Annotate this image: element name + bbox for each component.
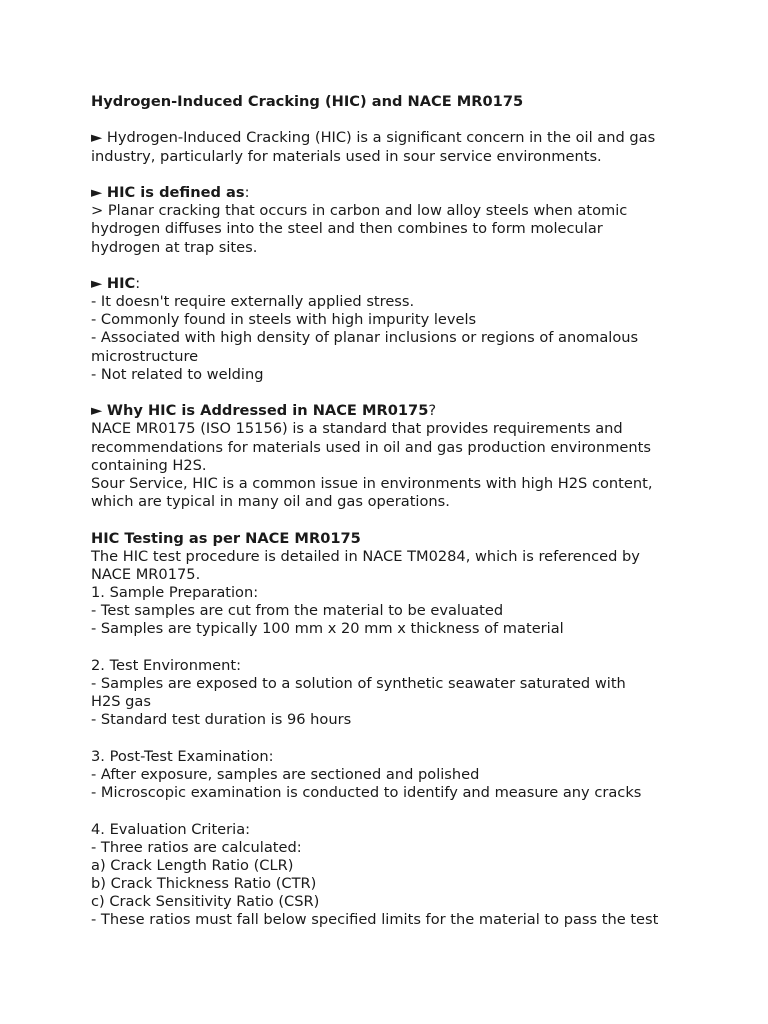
testing-heading: HIC Testing as per NACE MR0175 xyxy=(91,529,361,547)
step4-line: c) Crack Sensitivity Ratio (CSR) xyxy=(91,893,320,911)
step4-line: 4. Evaluation Criteria: xyxy=(91,820,251,838)
step3-line: 3. Post-Test Examination: xyxy=(91,747,274,765)
heading-punct: : xyxy=(135,274,141,292)
definition-line: > Planar cracking that occurs in carbon and low alloy steels when atomic xyxy=(91,202,628,220)
heading-punct: ? xyxy=(428,402,437,420)
step3-line: - After exposure, samples are sectioned and polished xyxy=(91,765,480,783)
intro-line: ► Hydrogen-Induced Cracking (HIC) is a significant concern in the oil and gas xyxy=(91,129,656,147)
spacer xyxy=(91,639,691,657)
hic-line: - Associated with high density of planar inclusions or regions of anomalous xyxy=(91,329,639,347)
hic-line: - Commonly found in steels with high impurity levels xyxy=(91,311,477,329)
document-title: Hydrogen-Induced Cracking (HIC) and NACE MR0175 xyxy=(91,93,524,110)
hic-line: microstructure xyxy=(91,347,199,365)
step4-line: - These ratios must fall below specified limits for the material to pass the test xyxy=(91,911,659,929)
hic-heading xyxy=(91,275,691,293)
spacer xyxy=(91,730,691,748)
step1-line: 1. Sample Preparation: xyxy=(91,584,259,602)
heading-punct: : xyxy=(244,183,250,201)
step4-line: - Three ratios are calculated: xyxy=(91,838,302,856)
hic-line: - Not related to welding xyxy=(91,365,264,383)
spacer xyxy=(91,111,691,129)
why-line: which are typical in many oil and gas operations. xyxy=(91,493,450,511)
testing-intro-line: NACE MR0175. xyxy=(91,565,201,583)
spacer xyxy=(91,384,691,402)
definition-heading-text: HIC is defined as xyxy=(106,183,245,201)
hic-heading-text: HIC xyxy=(106,274,136,292)
definition-line: hydrogen diffuses into the steel and then combines to form molecular xyxy=(91,220,603,238)
step4-line: b) Crack Thickness Ratio (CTR) xyxy=(91,875,317,893)
why-line: recommendations for materials used in oil and gas production environments xyxy=(91,438,651,456)
spacer xyxy=(91,166,691,184)
step1-line: - Samples are typically 100 mm x 20 mm x thickness of material xyxy=(91,620,564,638)
arrow-bullet: ► xyxy=(91,274,107,292)
why-line: Sour Service, HIC is a common issue in environments with high H2S content, xyxy=(91,474,653,492)
why-heading-text: Why HIC is Addressed in NACE MR0175 xyxy=(106,402,429,420)
spacer xyxy=(91,511,691,529)
definition-heading xyxy=(91,184,691,202)
intro-line: industry, particularly for materials used in sour service environments. xyxy=(91,147,602,165)
why-heading xyxy=(91,402,691,420)
arrow-bullet: ► xyxy=(91,402,107,420)
step4-line: a) Crack Length Ratio (CLR) xyxy=(91,856,294,874)
testing-intro-line: The HIC test procedure is detailed in NACE TM0284, which is referenced by xyxy=(91,547,640,565)
step2-line: 2. Test Environment: xyxy=(91,656,242,674)
step3-line: - Microscopic examination is conducted to identify and measure any cracks xyxy=(91,784,642,802)
spacer xyxy=(91,802,691,820)
hic-line: - It doesn't require externally applied stress. xyxy=(91,293,415,311)
step2-line: - Standard test duration is 96 hours xyxy=(91,711,352,729)
step2-line: H2S gas xyxy=(91,693,151,711)
why-line: NACE MR0175 (ISO 15156) is a standard that provides requirements and xyxy=(91,420,623,438)
step2-line: - Samples are exposed to a solution of synthetic seawater saturated with xyxy=(91,675,626,692)
why-line: containing H2S. xyxy=(91,456,207,474)
step1-line: - Test samples are cut from the material to be evaluated xyxy=(91,602,504,620)
document-body xyxy=(91,93,691,930)
arrow-bullet: ► xyxy=(91,183,107,201)
definition-line: hydrogen at trap sites. xyxy=(91,238,258,256)
spacer xyxy=(91,257,691,275)
